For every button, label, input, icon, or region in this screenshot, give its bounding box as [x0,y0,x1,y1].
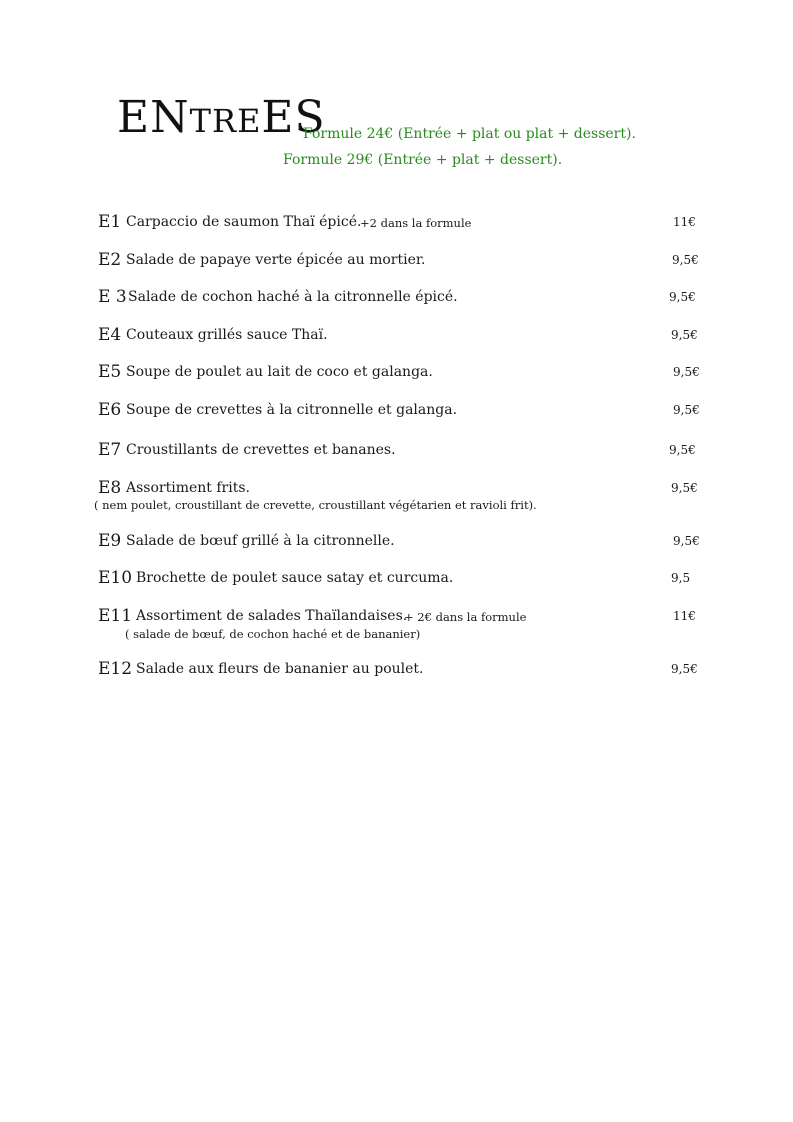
item-name: Soupe de poulet au lait de coco et galanga. [126,364,433,380]
item-code: E5 [98,362,122,382]
item-price: 11€ [673,609,696,623]
item-code: E9 [98,531,122,551]
formula-24: Formule 24€ (Entrée + plat ou plat + dessert). [303,126,636,142]
item-name: Salade de bœuf grillé à la citronnelle. [126,533,395,549]
item-name: Croustillants de crevettes et bananes. [126,442,396,458]
item-code: E6 [98,400,122,420]
item-price: 9,5€ [673,365,700,379]
page-title [117,92,326,143]
item-note: +2 dans la formule [360,216,472,230]
menu-item-e4 [0,325,793,349]
item-code: E2 [98,250,122,270]
item-price: 9,5 [671,571,691,585]
item-code: E7 [98,440,122,460]
menu-item-e12 [0,659,793,683]
item-price: 9,5€ [672,253,699,267]
formula-29: Formule 29€ (Entrée + plat + dessert). [283,152,563,168]
item-price: 9,5€ [669,290,696,304]
item-name: Couteaux grillés sauce Thaï. [126,327,328,343]
menu-item-e2 [0,250,793,274]
item-code: E 3 [98,287,127,307]
item-code: E10 [98,568,133,588]
menu-item-e10 [0,568,793,592]
item-name: Assortiment de salades Thaïlandaises. [136,608,408,624]
item-name: Salade aux fleurs de bananier au poulet. [136,661,424,677]
item-name: Carpaccio de saumon Thaï épicé. [126,214,362,230]
item-code: E4 [98,325,122,345]
item-code: E1 [98,212,122,232]
menu-item-e6 [0,400,793,424]
item-code: E11 [98,606,133,626]
item-price: 9,5€ [669,443,696,457]
title-part: E [261,92,295,143]
item-name: Soupe de crevettes à la citronnelle et galanga. [126,402,458,418]
item-price: 9,5€ [673,403,700,417]
menu-item-e3 [0,287,793,311]
item-name: Salade de papaye verte épicée au mortier. [126,252,426,268]
item-code: E8 [98,478,122,498]
item-price: 9,5€ [671,662,698,676]
item-detail-e8: ( nem poulet, croustillant de crevette, croustillant végétarien et ravioli frit). [94,498,537,512]
item-name: Assortiment frits. [126,480,250,496]
item-detail-e11: ( salade de bœuf, de cochon haché et de bananier) [125,627,421,641]
title-part: S [294,92,326,143]
item-price: 9,5€ [673,534,700,548]
menu-item-e5 [0,362,793,386]
menu-item-e7 [0,440,793,464]
item-code: E12 [98,659,133,679]
item-name: Salade de cochon haché à la citronnelle épicé. [128,289,458,305]
item-price: 9,5€ [671,328,698,342]
title-part: EN [117,92,190,143]
menu-item-e9 [0,531,793,555]
title-part: TRE [189,102,262,140]
menu-item-e1 [0,212,793,236]
item-price: 9,5€ [671,481,698,495]
item-price: 11€ [673,215,696,229]
item-note: + 2€ dans la formule [404,610,527,624]
item-name: Brochette de poulet sauce satay et curcuma. [136,570,454,586]
